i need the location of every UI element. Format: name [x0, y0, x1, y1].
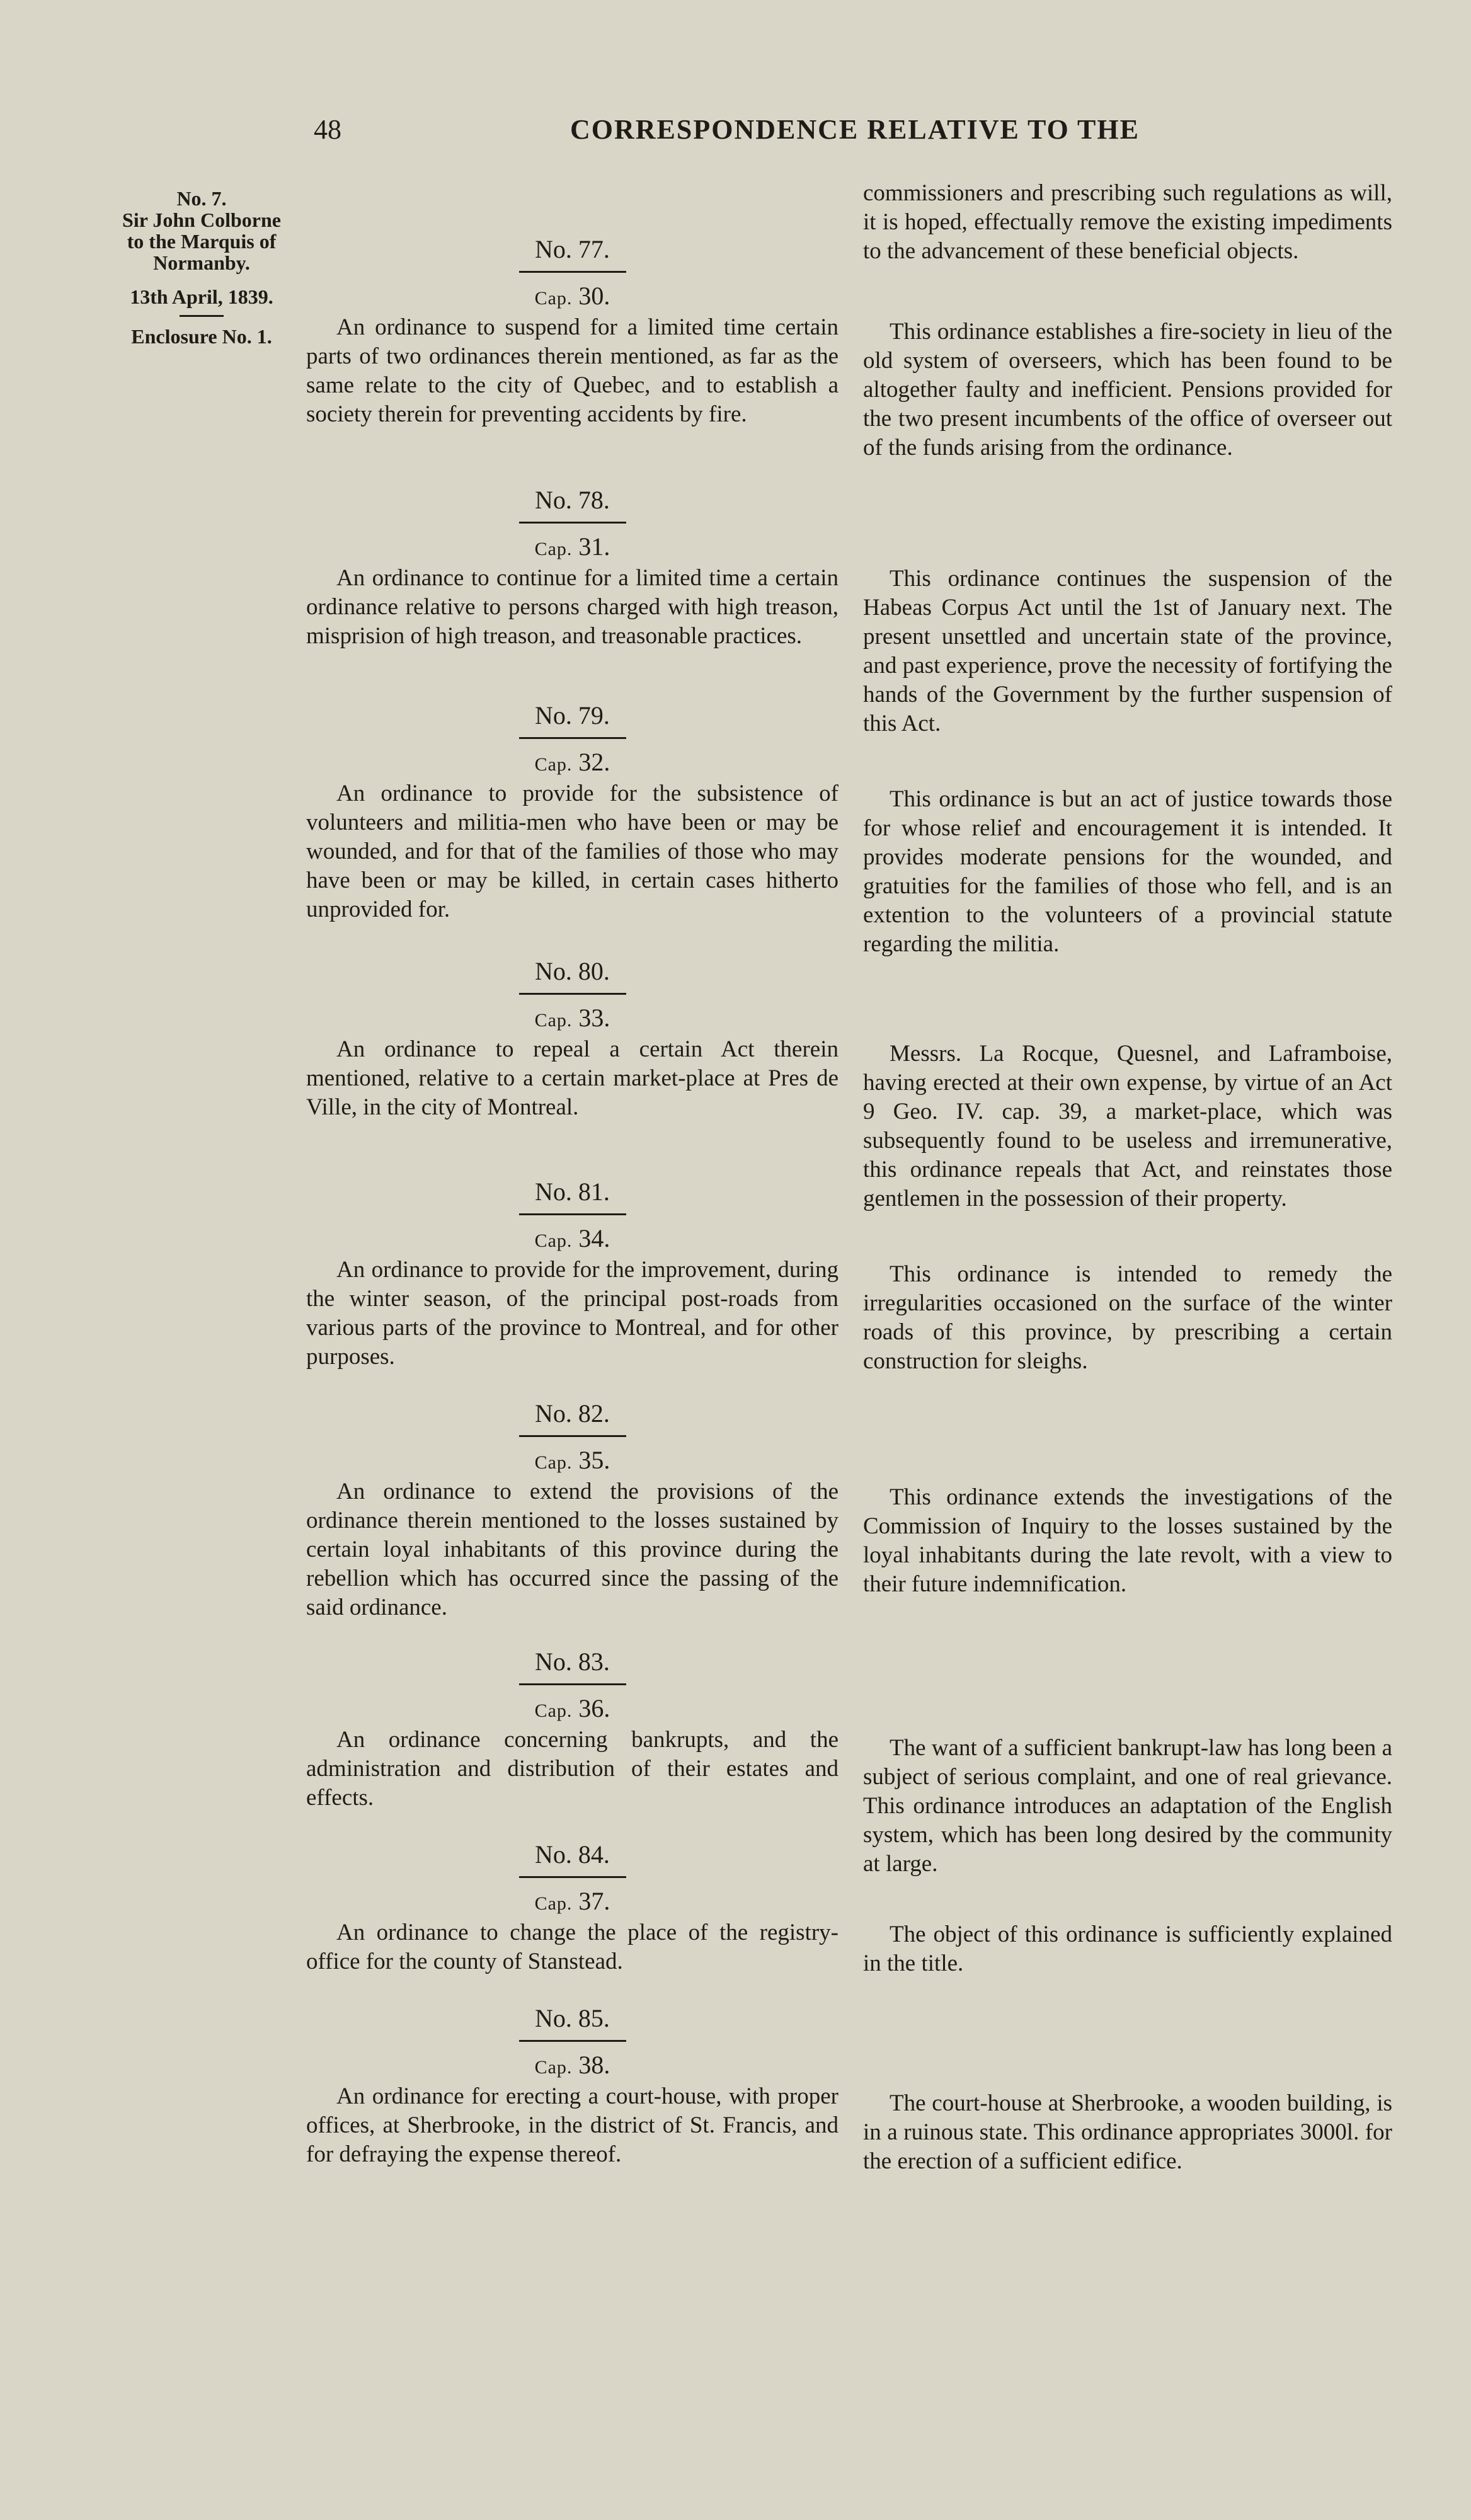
ordinance-entry: [306, 1399, 839, 1622]
margin-to-line1: to the Marquis of: [127, 230, 277, 253]
ordinance-title: An ordinance to repeal a certain Act therein mentioned, relative to a certain market-place at Pres de Ville, in the city of Montreal.: [306, 1036, 839, 1120]
entry-number: No. 78.: [535, 486, 610, 514]
entry-divider: [519, 1683, 626, 1685]
margin-enclosure: Enclosure No. 1.: [131, 325, 272, 348]
ordinance-entry: [306, 1647, 839, 1813]
chapter-number: 33.: [578, 1004, 610, 1032]
entry-divider: [519, 522, 626, 524]
chapter-number: 38.: [578, 2051, 610, 2079]
chapter-heading: [306, 282, 839, 313]
margin-doc-number: No. 7.: [176, 187, 227, 210]
margin-to-line2: Normanby.: [153, 251, 250, 274]
chapter-heading: [306, 1446, 839, 1477]
entry-number: No. 81.: [535, 1177, 610, 1206]
page-number: 48: [314, 114, 341, 145]
commentary-paragraph: The object of this ordinance is sufficiently explained in the title.: [863, 1922, 1392, 1976]
ordinance-title: An ordinance for erecting a court-house, with proper offices, at Sherbrooke, in the district of St. Francis, and for defraying the expense thereof.: [306, 2083, 839, 2167]
chapter-prefix: Cap.: [534, 1230, 573, 1251]
ordinance-entry: [306, 1840, 839, 1976]
entry-number: No. 83.: [535, 1647, 610, 1676]
ordinance-entry: [306, 2003, 839, 2169]
entry-divider: [519, 1435, 626, 1437]
ordinance-title: An ordinance to provide for the subsistence of volunteers and militia-men who have been or may be wounded, and for that of the families of those who may have been or may be killed, in certain cases hitherto unprovided for.: [306, 781, 839, 922]
chapter-prefix: Cap.: [534, 754, 573, 775]
chapter-number: 35.: [578, 1446, 610, 1474]
entry-divider: [519, 271, 626, 273]
commentary-paragraph: Messrs. La Rocque, Quesnel, and Laframboise, having erected at their own expense, by virtue of an Act 9 Geo. IV. cap. 39, a market-place, which was subsequently found to be useless and irremunerative, this ordinance repeals that Act, and reinstates those gentlemen in the possession of their property.: [863, 1041, 1392, 1211]
chapter-heading: [306, 1004, 839, 1035]
running-title: CORRESPONDENCE RELATIVE TO THE: [570, 114, 1140, 145]
chapter-heading: [306, 748, 839, 779]
ordinance-entry: [306, 234, 839, 429]
ordinance-title: An ordinance to provide for the improvement, during the winter season, of the principal post-roads from various parts of the province to Montreal, and for other purposes.: [306, 1257, 839, 1370]
chapter-heading: [306, 2051, 839, 2082]
entry-divider: [519, 2040, 626, 2042]
commentary-paragraph: The court-house at Sherbrooke, a wooden building, is in a ruinous state. This ordinance appropriates 3000l. for the erection of a sufficient edifice.: [863, 2090, 1392, 2174]
entry-number: No. 85.: [535, 2004, 610, 2032]
commentary-paragraph: This ordinance continues the suspension of the Habeas Corpus Act until the 1st of January next. The present unsettled and uncertain state of the province, and past experience, prove the necessity of fortifying the hands of the Government by the further suspension of this Act.: [863, 566, 1392, 736]
chapter-prefix: Cap.: [534, 539, 573, 559]
margin-divider: [180, 315, 224, 317]
commentary-paragraph: This ordinance extends the investigations of the Commission of Inquiry to the losses sustained by the loyal inhabitants during the late revolt, with a view to their future indemnification.: [863, 1484, 1392, 1597]
entry-number: No. 84.: [535, 1840, 610, 1869]
chapter-number: 31.: [578, 532, 610, 561]
chapter-prefix: Cap.: [534, 1893, 573, 1914]
entry-number: No. 80.: [535, 957, 610, 985]
ordinance-entry: [306, 1177, 839, 1372]
chapter-prefix: Cap.: [534, 2057, 573, 2078]
chapter-number: 30.: [578, 282, 610, 310]
chapter-number: 37.: [578, 1887, 610, 1915]
commentary-continuation: commissioners and prescribing such regulations as will, it is hoped, effectually remove the existing impediments to the advancement of these beneficial objects.: [863, 180, 1392, 264]
entry-number: No. 77.: [535, 235, 610, 263]
chapter-prefix: Cap.: [534, 1452, 573, 1473]
chapter-number: 34.: [578, 1224, 610, 1252]
chapter-number: 32.: [578, 748, 610, 776]
margin-note: [94, 188, 309, 347]
chapter-prefix: Cap.: [534, 288, 573, 309]
chapter-heading: [306, 532, 839, 564]
ordinance-title: An ordinance to continue for a limited time a certain ordinance relative to persons charged with high treason, misprision of high treason, and treasonable practices.: [306, 565, 839, 649]
commentary-paragraph: This ordinance is but an act of justice towards those for whose relief and encouragement it is intended. It provides moderate pensions for the wounded, and gratuities for the families of those who fell, and is an extention to the volunteers of a provincial statute regarding the militia.: [863, 786, 1392, 957]
commentary-paragraph: The want of a sufficient bankrupt-law has long been a subject of serious complaint, and one of real grievance. This ordinance introduces an adaptation of the English system, which has been long desired by the community at large.: [863, 1735, 1392, 1877]
commentary-paragraph: This ordinance is intended to remedy the irregularities occasioned on the surface of the winter roads of this province, by prescribing a certain construction for sleighs.: [863, 1261, 1392, 1374]
entry-divider: [519, 993, 626, 995]
ordinance-entry: [306, 485, 839, 651]
ordinance-title: An ordinance to extend the provisions of the ordinance therein mentioned to the losses sustained by certain loyal inhabitants of this province during the rebellion which has occurred since the passing of the said ordinance.: [306, 1479, 839, 1620]
entry-divider: [519, 1876, 626, 1878]
chapter-heading: [306, 1224, 839, 1256]
chapter-heading: [306, 1887, 839, 1918]
chapter-number: 36.: [578, 1694, 610, 1722]
ordinance-entry: [306, 956, 839, 1122]
commentary-paragraph: This ordinance establishes a fire-society in lieu of the old system of overseers, which has been found to be altogether faulty and inefficient. Pensions provided for the two present incumbents of the office of overseer out of the funds arising from the ordinance.: [863, 319, 1392, 461]
entry-divider: [519, 737, 626, 739]
margin-from: Sir John Colborne: [122, 209, 281, 231]
chapter-prefix: Cap.: [534, 1700, 573, 1721]
margin-date: 13th April, 1839.: [130, 285, 273, 308]
chapter-prefix: Cap.: [534, 1010, 573, 1031]
chapter-heading: [306, 1694, 839, 1726]
ordinance-title: An ordinance to change the place of the registry-office for the county of Stanstead.: [306, 1920, 839, 1974]
entry-number: No. 82.: [535, 1399, 610, 1428]
ordinance-title: An ordinance to suspend for a limited time certain parts of two ordinances therein mentioned, as far as the same relate to the city of Quebec, and to establish a society therein for preventing accidents by fire.: [306, 314, 839, 427]
entry-divider: [519, 1213, 626, 1215]
ordinance-entry: [306, 701, 839, 924]
entry-number: No. 79.: [535, 701, 610, 730]
ordinance-title: An ordinance concerning bankrupts, and the administration and distribution of their estates and effects.: [306, 1727, 839, 1811]
